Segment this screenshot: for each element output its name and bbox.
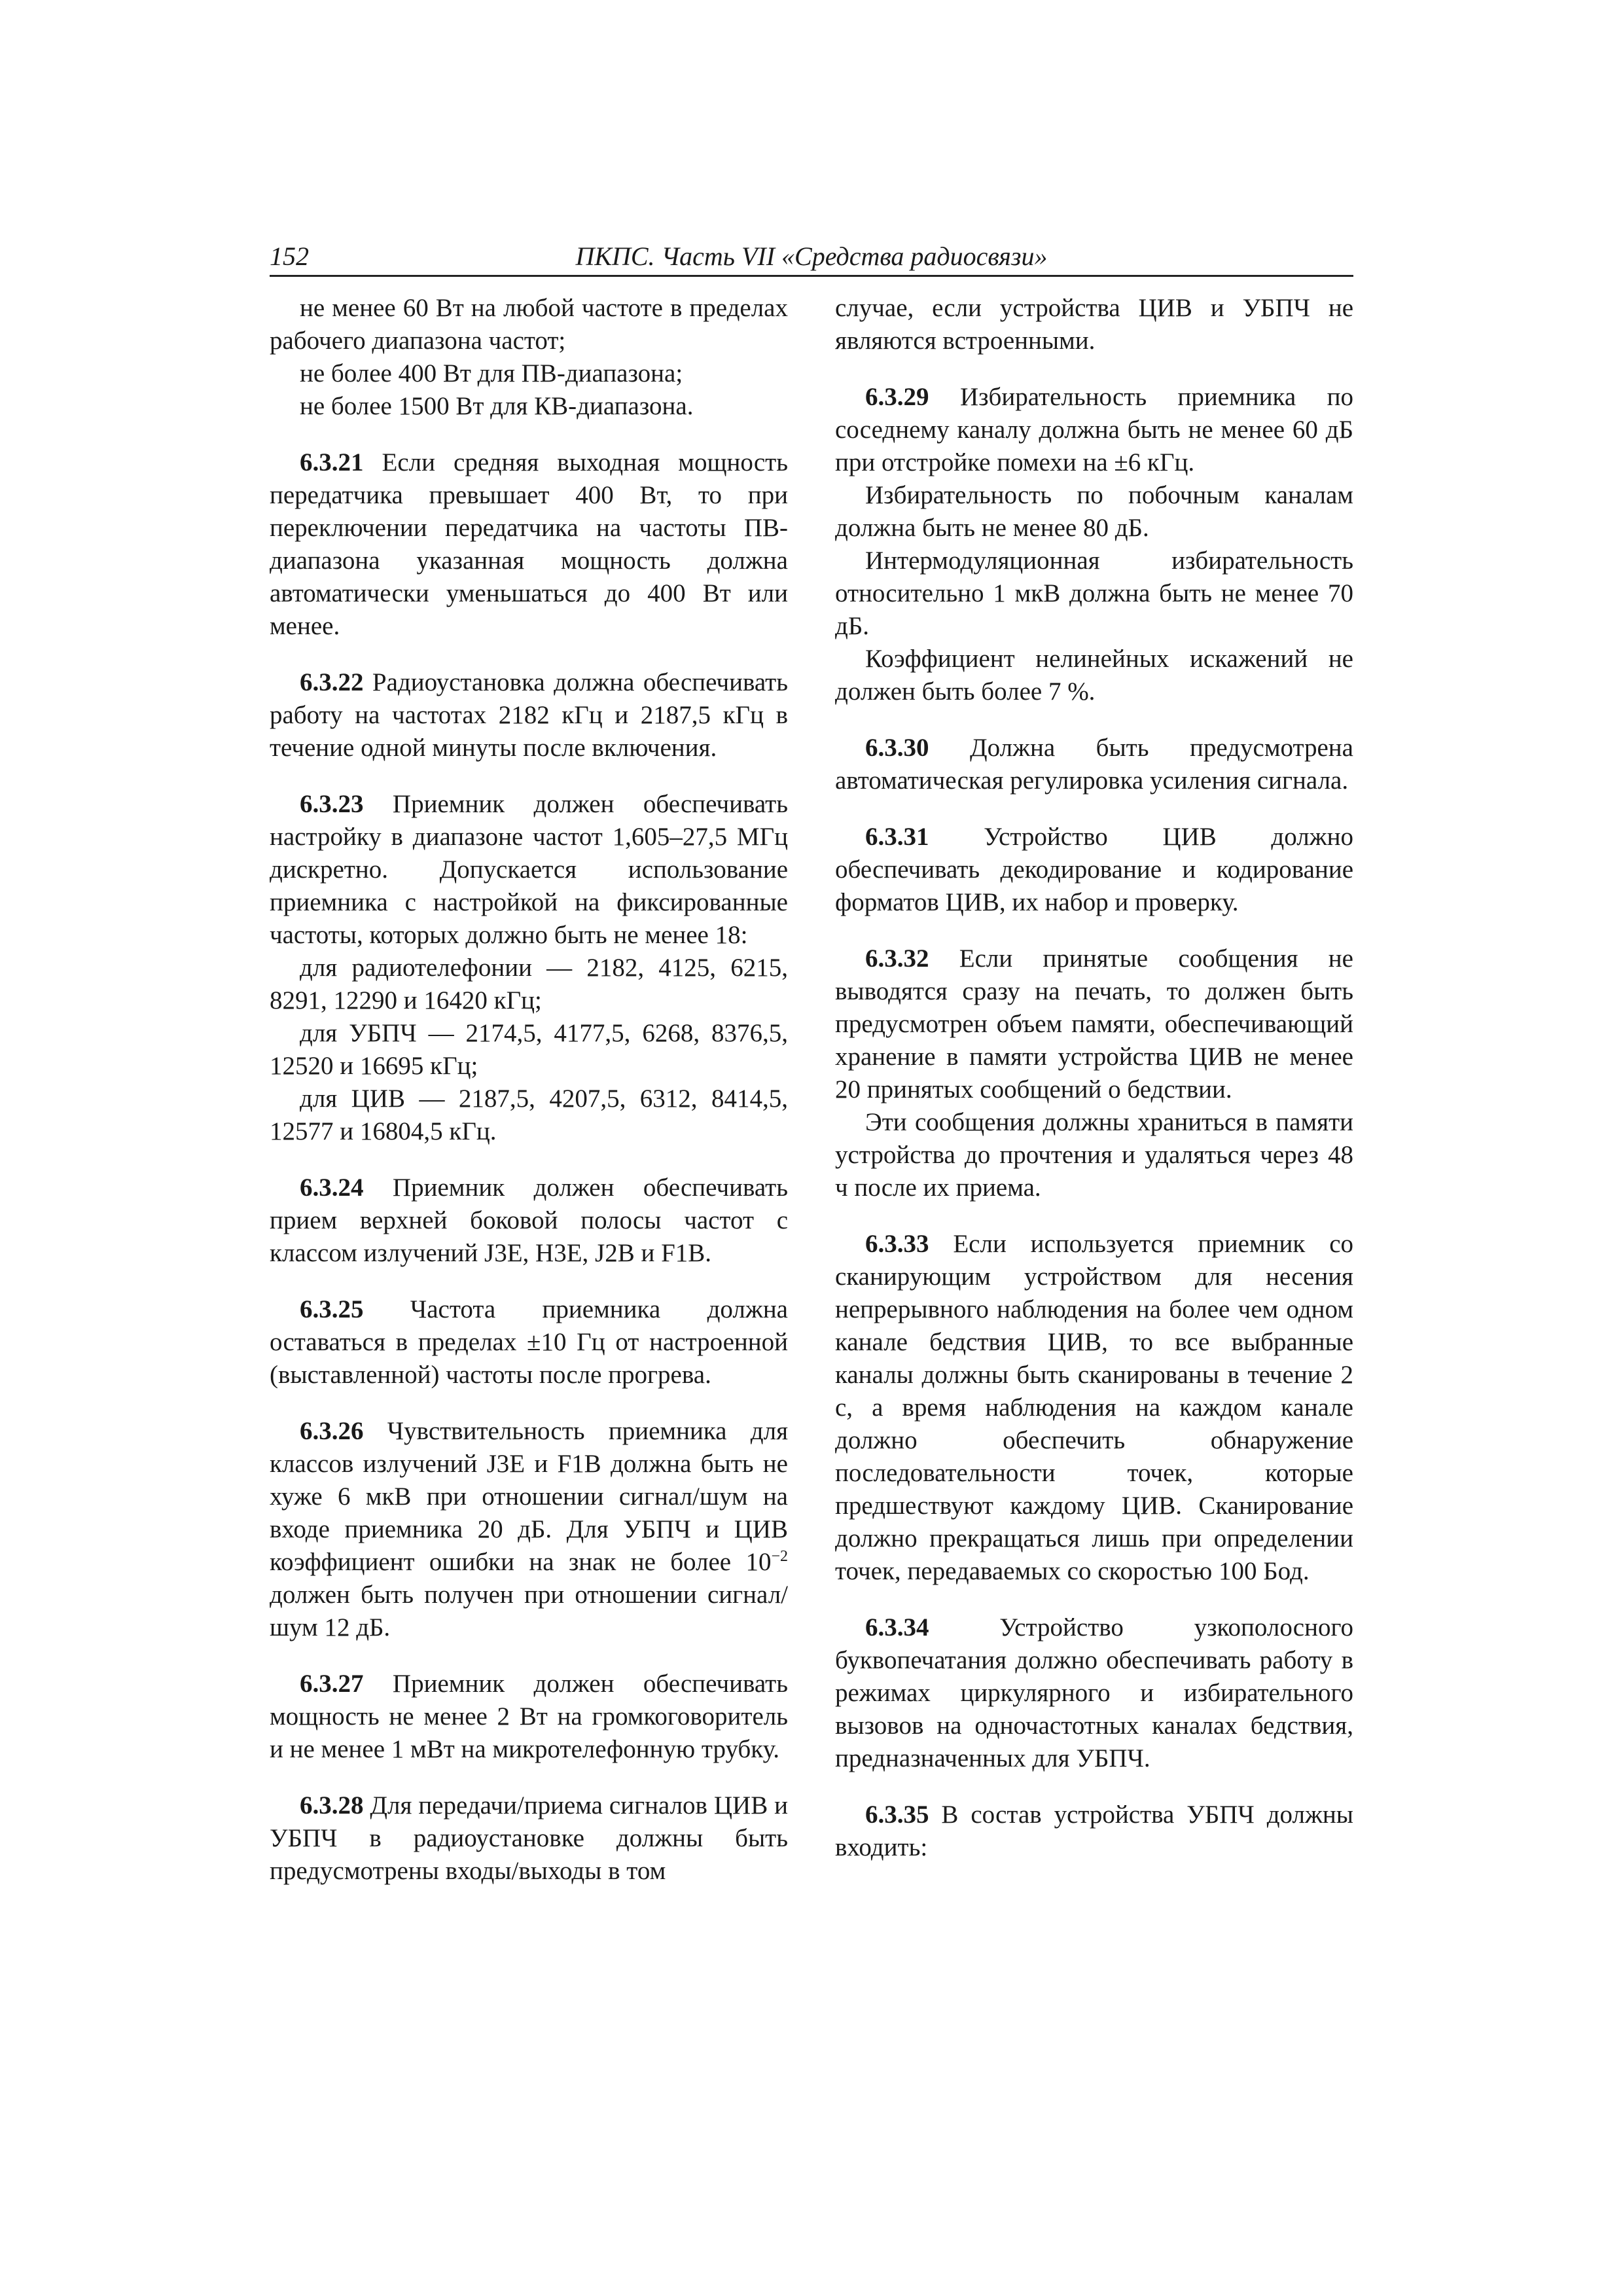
clause-number: 6.3.28 <box>300 1791 364 1820</box>
clause-6-3-27 <box>270 1668 788 1766</box>
paragraph: Избирательность по побочным каналам должна быть не менее 80 дБ. <box>835 481 1353 542</box>
clause-6-3-34 <box>835 1611 1353 1775</box>
clause-6-3-24 <box>270 1172 788 1270</box>
clause-number: 6.3.32 <box>865 944 929 973</box>
clause-number: 6.3.33 <box>865 1230 929 1258</box>
clause-text: Для передачи/приема сигналов ЦИВ и УБПЧ в радиоустановке должны быть предусмотрены входы/выходы в том <box>270 1791 788 1885</box>
clause-text: Должна быть предусмотрена автоматическая регулировка усиления сигнала. <box>835 734 1353 795</box>
clause-number: 6.3.30 <box>865 734 929 762</box>
clause-number: 6.3.26 <box>300 1417 364 1445</box>
clause-number: 6.3.21 <box>300 448 364 476</box>
clause-text: Частота приемника должна оставаться в пределах ±10 Гц от настроенной (выставленной) частоты после прогрева. <box>270 1295 788 1389</box>
left-column <box>270 292 788 1888</box>
clause-text: Устройство ЦИВ должно обеспечивать декодирование и кодирование форматов ЦИВ, их набор и проверку. <box>835 823 1353 916</box>
right-column <box>835 292 1353 1864</box>
clause-text: Чувствительность приемника для классов излучений J3E и F1B должна быть не хуже 6 мкВ при отношении сигнал/шум на входе приемника 20 дБ. Для УБПЧ и ЦИВ коэффициент ошибки на знак не более 10 <box>270 1417 789 1576</box>
clause-6-3-25 <box>270 1293 788 1391</box>
paragraph: случае, если устройства ЦИВ и УБПЧ не являются встроенными. <box>835 294 1353 355</box>
exponent: −2 <box>771 1548 788 1565</box>
clause-text: Если средняя выходная мощность передатчика превышает 400 Вт, то при переключении передатчика на частоты ПВ-диапазона указанная мощность должна автоматически уменьшаться до 400 Вт или менее. <box>270 448 789 640</box>
clause-number: 6.3.27 <box>300 1670 364 1698</box>
clause-6-3-32 <box>835 942 1353 1106</box>
paragraph: для ЦИВ — 2187,5, 4207,5, 6312, 8414,5, 12577 и 16804,5 кГц. <box>270 1085 788 1145</box>
page-number: 152 <box>270 242 309 271</box>
clause-6-3-29 <box>835 381 1353 479</box>
clause-text: Приемник должен обеспечивать прием верхней боковой полосы частот с классом излучений J3E, H3E, J2B и F1B. <box>270 1174 789 1267</box>
clause-6-3-28 <box>270 1789 788 1888</box>
clause-text: Приемник должен обеспечивать настройку в диапазоне частот 1,605–27,5 МГц дискретно. Допускается использование приемника с настройкой на фиксированные частоты, которых должно быть не менее 18: <box>270 790 789 949</box>
clause-6-3-26 <box>270 1415 788 1644</box>
clause-6-3-21 <box>270 446 788 643</box>
clause-number: 6.3.29 <box>865 383 929 411</box>
paragraph: не менее 60 Вт на любой частоте в пределах рабочего диапазона частот; <box>270 294 788 355</box>
clause-6-3-33 <box>835 1228 1353 1588</box>
clause-text: Избирательность приемника по соседнему каналу должна быть не менее 60 дБ при отстройке помехи на ±6 кГц. <box>835 383 1353 476</box>
clause-text: В состав устройства УБПЧ должны входить: <box>835 1801 1354 1861</box>
page-header <box>270 238 1353 277</box>
clause-6-3-22 <box>270 666 788 764</box>
paragraph: для радиотелефонии — 2182, 4125, 6215, 8291, 12290 и 16420 кГц; <box>270 954 788 1014</box>
paragraph: Коэффициент нелинейных искажений не должен быть более 7 %. <box>835 645 1353 706</box>
clause-number: 6.3.34 <box>865 1613 929 1641</box>
paragraph: не более 400 Вт для ПВ-диапазона; <box>300 359 683 387</box>
clause-number: 6.3.35 <box>865 1801 929 1829</box>
clause-text: должен быть получен при отношении сигнал/шум 12 дБ. <box>270 1581 788 1641</box>
clause-number: 6.3.22 <box>300 668 364 696</box>
running-title: ПКПС. Часть VII «Средства радиосвязи» <box>575 242 1048 271</box>
clause-text: Приемник должен обеспечивать мощность не менее 2 Вт на громкоговоритель и не менее 1 мВт на микротелефонную трубку. <box>270 1670 789 1763</box>
clause-text: Если используется приемник со сканирующим устройством для несения непрерывного наблюдения на более чем одном канале бедствия ЦИВ, то все выбранные каналы должны быть сканированы в течение 2 с, а время наблюдения на каждом канале должно обеспечить обнаружение последовательности точек, которые предшествуют каждому ЦИВ. Сканирование должно прекращаться лишь при определении точек, передаваемых со скоростью 100 Бод. <box>835 1230 1353 1585</box>
paragraph: Интермодуляционная избирательность относительно 1 мкВ должна быть не менее 70 дБ. <box>835 547 1353 640</box>
clause-6-3-35 <box>835 1799 1353 1864</box>
clause-text: Радиоустановка должна обеспечивать работу на частотах 2182 кГц и 2187,5 кГц в течение одной минуты после включения. <box>270 668 788 762</box>
clause-number: 6.3.31 <box>865 823 929 851</box>
clause-6-3-31 <box>835 821 1353 919</box>
paragraph: Эти сообщения должны храниться в памяти устройства до прочтения и удаляться через 48 ч после их приема. <box>835 1108 1353 1202</box>
clause-6-3-23 <box>270 788 788 952</box>
paragraph: не более 1500 Вт для КВ-диапазона. <box>300 392 694 420</box>
clause-number: 6.3.25 <box>300 1295 364 1323</box>
paragraph: для УБПЧ — 2174,5, 4177,5, 6268, 8376,5, 12520 и 16695 кГц; <box>270 1019 788 1080</box>
clause-6-3-30 <box>835 732 1353 797</box>
clause-text: Если принятые сообщения не выводятся сразу на печать, то должен быть предусмотрен объем памяти, обеспечивающий хранение в памяти устройства ЦИВ не менее 20 принятых сообщений о бедствии. <box>835 944 1353 1103</box>
clause-number: 6.3.23 <box>300 790 364 818</box>
clause-number: 6.3.24 <box>300 1174 364 1202</box>
clause-text: Устройство узкополосного буквопечатания должно обеспечивать работу в режимах циркулярного и избирательного вызовов на одночастотных каналах бедствия, предназначенных для УБПЧ. <box>835 1613 1353 1772</box>
